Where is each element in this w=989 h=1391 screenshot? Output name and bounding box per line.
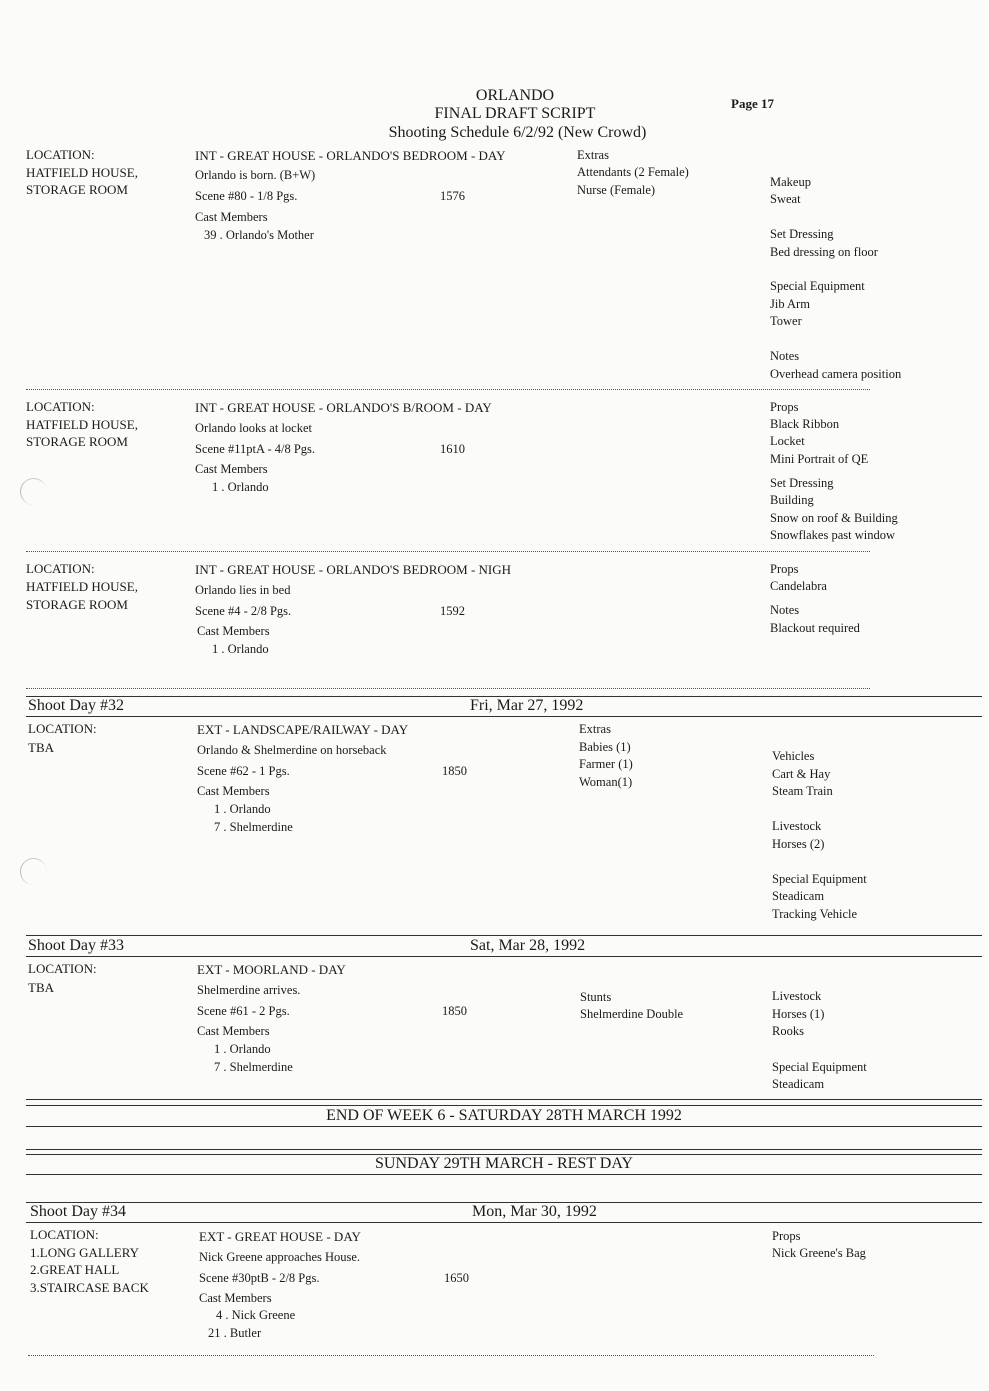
scene-year: 1850 [442,1004,467,1018]
divider [26,389,870,390]
category-title: Set Dressing [770,476,834,490]
banner-rule [26,1126,982,1127]
category-title: Vehicles [772,749,815,763]
scene-number: Scene #61 - 2 Pgs. [197,1004,290,1018]
cast-label: Cast Members [195,462,268,476]
location-line: 3.STAIRCASE BACK [30,1280,149,1295]
cast-member: 1 . Orlando [212,480,269,494]
category-title: Notes [770,349,800,363]
category-item: Tower [770,314,802,328]
category-title: Livestock [772,989,822,1003]
shoot-day-date: Sat, Mar 28, 1992 [470,937,586,954]
category-item: Bed dressing on floor [770,245,878,259]
category-item: Nick Greene's Bag [772,1246,866,1260]
category-item: Mini Portrait of QE [770,452,869,466]
location-line: HATFIELD HOUSE, [26,417,138,432]
extras-item: Nurse (Female) [577,183,656,197]
extras-item: Babies (1) [579,740,631,754]
category-title: Set Dressing [770,227,834,241]
cast-member: 1 . Orlando [212,642,269,656]
schedule-title: Shooting Schedule 6/2/92 (New Crowd) [388,124,647,141]
category-item: Steam Train [772,784,833,798]
extras-item: Farmer (1) [579,757,633,771]
extras-title: Extras [579,722,611,736]
category-item: Candelabra [770,579,827,593]
location-line: HATFIELD HOUSE, [26,579,138,594]
cast-label: Cast Members [199,1291,272,1305]
category-title: Notes [770,603,800,617]
location-line: STORAGE ROOM [26,434,128,449]
category-item: Horses (2) [772,837,825,851]
scene-year: 1850 [442,764,467,778]
punch-hole [20,858,47,885]
location-label: LOCATION: [26,147,95,162]
category-item: Rooks [772,1024,804,1038]
shoot-day-date: Fri, Mar 27, 1992 [470,697,584,714]
location-line: HATFIELD HOUSE, [26,165,138,180]
category-item: Sweat [770,192,801,206]
cast-member: 7 . Shelmerdine [214,1060,293,1074]
divider [26,551,870,552]
category-title: Special Equipment [772,872,867,886]
cast-label: Cast Members [197,784,270,798]
category-title: Props [770,400,799,414]
punch-hole [20,478,47,505]
location-line: 1.LONG GALLERY [30,1245,140,1260]
scene-heading: INT - GREAT HOUSE - ORLANDO'S BEDROOM - NIGH [195,562,512,577]
scene-heading: EXT - MOORLAND - DAY [197,962,346,977]
extras-item: Attendants (2 Female) [577,165,689,179]
location-label: LOCATION: [26,399,95,414]
scene-description: Orlando is born. (B+W) [195,168,316,182]
category-item: Cart & Hay [772,767,831,781]
location-line: TBA [28,980,54,995]
shoot-day-date: Mon, Mar 30, 1992 [472,1203,597,1220]
scene-year: 1592 [440,604,465,618]
category-title: Special Equipment [772,1060,867,1074]
scene-description: Orlando looks at locket [195,421,312,435]
scene-heading: EXT - GREAT HOUSE - DAY [199,1229,361,1244]
scene-heading: EXT - LANDSCAPE/RAILWAY - DAY [197,722,409,737]
category-title: Livestock [772,819,822,833]
category-title: Props [772,1229,801,1243]
day-rule-top [26,935,982,936]
cast-label: Cast Members [197,1024,270,1038]
location-label: LOCATION: [28,721,97,736]
scene-number: Scene #80 - 1/8 Pgs. [195,189,298,203]
divider [26,688,870,689]
banner-rule [26,1105,982,1106]
category-item: Steadicam [772,1077,825,1091]
location-line: TBA [28,740,54,755]
category-item: Locket [770,434,805,448]
extras-item: Woman(1) [579,775,633,789]
scene-year: 1610 [440,442,465,456]
scene-heading: INT - GREAT HOUSE - ORLANDO'S BEDROOM - DAY [195,148,506,163]
scene-year: 1650 [444,1271,469,1285]
category-title: Props [770,562,799,576]
scene-number: Scene #4 - 2/8 Pgs. [195,604,292,618]
extras-title: Extras [577,148,609,162]
day-rule-bottom [26,1222,982,1223]
stunts-item: Shelmerdine Double [580,1007,684,1021]
shoot-day-label: Shoot Day #32 [28,697,124,714]
scene-description: Orlando lies in bed [195,583,291,597]
document-title: ORLANDO [475,87,555,104]
category-item: Horses (1) [772,1007,825,1021]
day-rule-bottom [26,956,982,957]
shoot-day-label: Shoot Day #33 [28,937,124,954]
scene-year: 1576 [440,189,465,203]
location-label: LOCATION: [26,561,95,576]
category-item: Overhead camera position [770,367,902,381]
location-label: LOCATION: [28,961,97,976]
cast-member: 1 . Orlando [214,802,271,816]
cast-member: 4 . Nick Greene [216,1308,296,1322]
end-of-week-banner: END OF WEEK 6 - SATURDAY 28TH MARCH 1992 [326,1107,682,1124]
divider [28,1355,874,1356]
rest-day-banner: SUNDAY 29TH MARCH - REST DAY [375,1155,633,1172]
cast-member: 1 . Orlando [214,1042,271,1056]
cast-member: 39 . Orlando's Mother [204,228,314,242]
cast-member: 21 . Butler [208,1326,262,1340]
scene-number: Scene #62 - 1 Pgs. [197,764,290,778]
scene-description: Shelmerdine arrives. [197,983,301,997]
category-item: Steadicam [772,889,825,903]
banner-rule [26,1149,982,1150]
shoot-day-label: Shoot Day #34 [30,1203,126,1220]
banner-rule [26,1174,982,1175]
category-title: Special Equipment [770,279,865,293]
day-rule-bottom [26,716,982,717]
document-subtitle: FINAL DRAFT SCRIPT [434,105,596,122]
category-item: Tracking Vehicle [772,907,858,921]
scene-description: Orlando & Shelmerdine on horseback [197,743,387,757]
location-line: STORAGE ROOM [26,182,128,197]
stunts-title: Stunts [580,990,612,1004]
category-item: Jib Arm [770,297,810,311]
category-item: Snowflakes past window [770,528,895,542]
category-item: Snow on roof & Building [770,511,898,525]
category-item: Building [770,493,814,507]
location-line: STORAGE ROOM [26,597,128,612]
category-item: Black Ribbon [770,417,840,431]
location-line: 2.GREAT HALL [30,1262,120,1277]
cast-label: Cast Members [195,210,268,224]
banner-rule [26,1099,982,1100]
cast-member: 7 . Shelmerdine [214,820,293,834]
scene-description: Nick Greene approaches House. [199,1250,361,1264]
page-number: Page 17 [731,96,774,111]
scene-number: Scene #30ptB - 2/8 Pgs. [199,1271,320,1285]
category-title: Makeup [770,175,811,189]
cast-label: Cast Members [197,624,270,638]
category-item: Blackout required [770,621,860,635]
scene-heading: INT - GREAT HOUSE - ORLANDO'S B/ROOM - DAY [195,400,492,415]
scene-number: Scene #11ptA - 4/8 Pgs. [195,442,316,456]
location-label: LOCATION: [30,1227,99,1242]
